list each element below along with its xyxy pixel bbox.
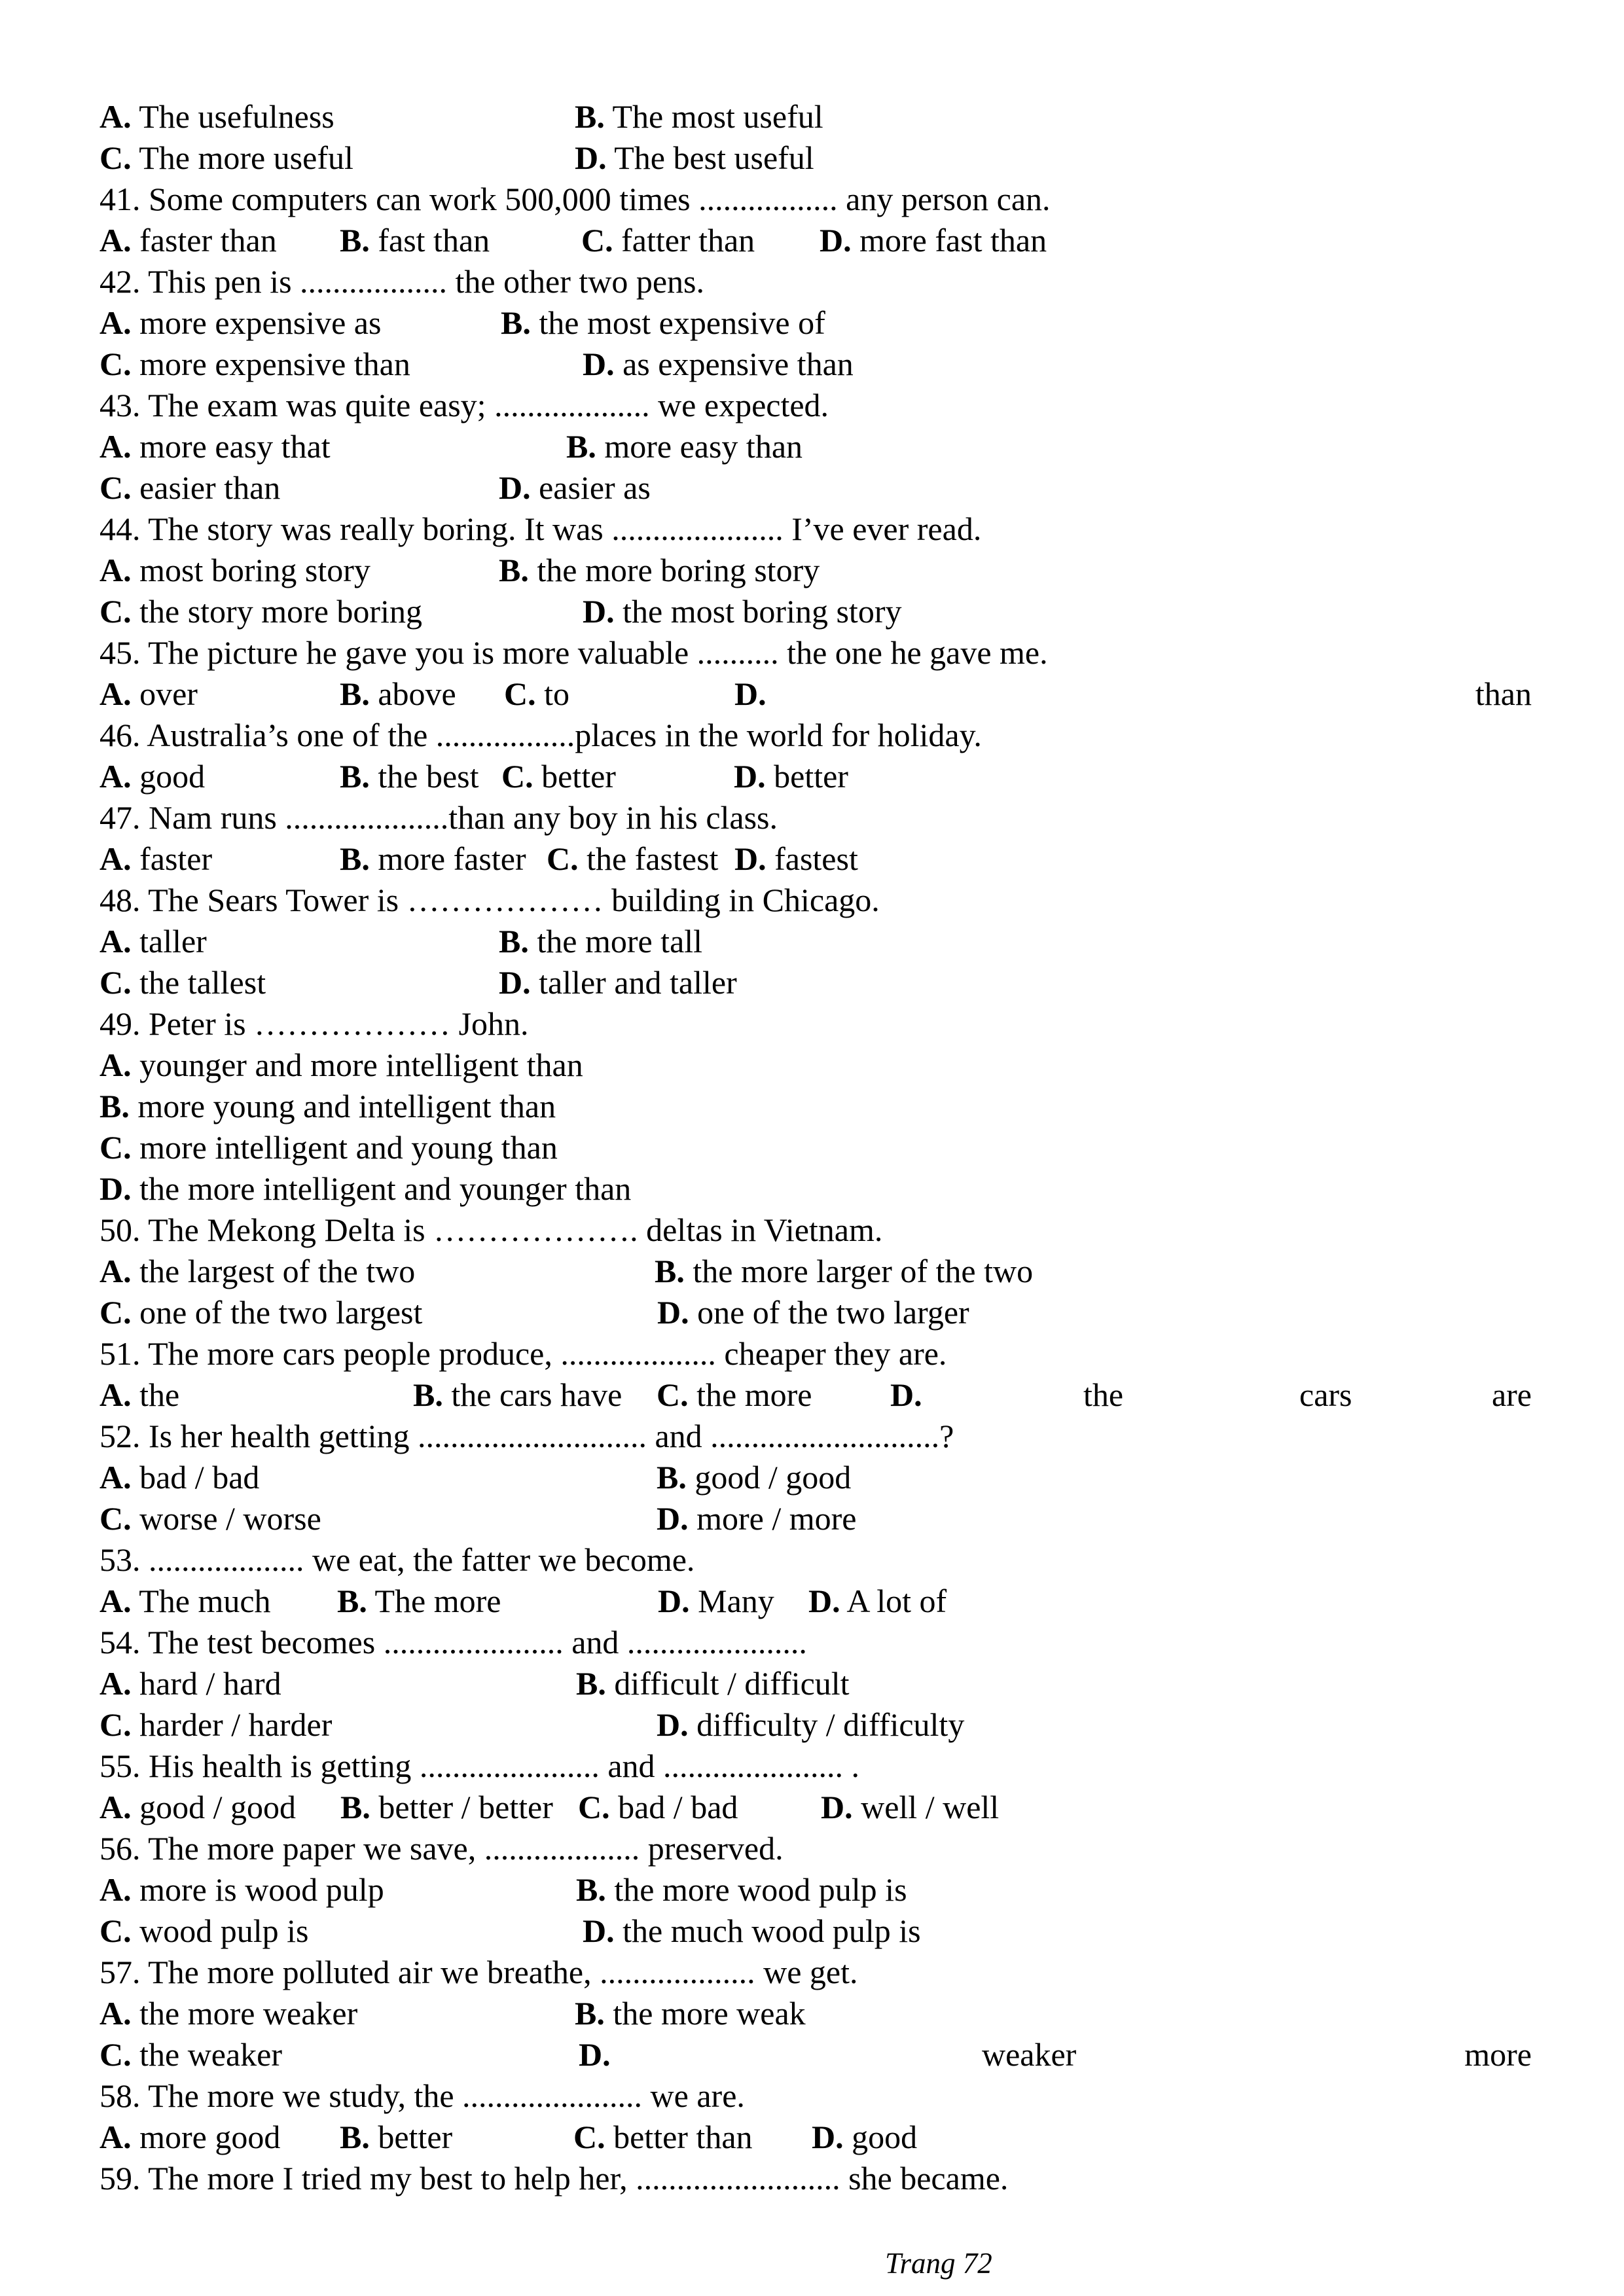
- answer-option: C. The more useful: [99, 139, 353, 176]
- text-line: [0, 1457, 1624, 1498]
- answer-option: A. faster: [99, 840, 213, 877]
- answer-option: B. above: [340, 675, 456, 712]
- answer-option: D. better: [734, 758, 848, 795]
- text-line: [0, 1787, 1624, 1828]
- answer-option: D. fastest: [734, 840, 858, 877]
- option-letter: C.: [99, 469, 132, 506]
- answer-option: C. better than: [573, 2119, 753, 2155]
- question-stem: 51. The more cars people produce, ................... cheaper they are.: [99, 1335, 947, 1372]
- option-letter: A.: [99, 304, 132, 341]
- option-letter: A.: [99, 98, 132, 135]
- page-number-footer: Trang 72: [885, 2247, 992, 2280]
- option-letter: D.: [499, 469, 531, 506]
- text-line: [0, 880, 1624, 921]
- question-stem: 53. ................... we eat, the fatter we become.: [99, 1541, 695, 1578]
- text-line: [0, 509, 1624, 550]
- answer-option: D. the much wood pulp is: [583, 1912, 921, 1949]
- answer-option: A. good / good: [99, 1789, 297, 1825]
- option-letter: D.: [657, 1706, 689, 1743]
- text-line: [0, 1704, 1624, 1746]
- option-letter: A.: [99, 1995, 132, 2032]
- answer-option: B. the more wood pulp is: [576, 1871, 907, 1908]
- answer-option: C. better: [501, 758, 616, 795]
- text-line: [0, 1498, 1624, 1539]
- question-stem: 59. The more I tried my best to help her, ......................... she became.: [99, 2160, 1009, 2197]
- option-letter: D.: [821, 1789, 853, 1825]
- text-line: [0, 1869, 1624, 1910]
- answer-option: C. the fastest: [547, 840, 719, 877]
- option-letter: D.: [812, 2119, 844, 2155]
- option-letter: B.: [501, 304, 531, 341]
- text-line: [0, 137, 1624, 179]
- option-letter: C.: [581, 222, 613, 259]
- answer-option: A. good: [99, 758, 206, 795]
- answer-option: A. the: [99, 1376, 180, 1413]
- option-letter: C.: [99, 593, 132, 630]
- option-letter: B.: [499, 552, 529, 588]
- text-line: [0, 1168, 1624, 1210]
- answer-option: B. the best: [340, 758, 479, 795]
- option-letter: D.: [734, 840, 767, 877]
- answer-option: A. over: [99, 675, 198, 712]
- option-letter: A.: [99, 1665, 132, 1702]
- option-letter: A.: [99, 1871, 132, 1908]
- question-stem: 55. His health is getting ...................... and ...................... .: [99, 1748, 860, 1784]
- option-letter: C.: [99, 1294, 132, 1331]
- answer-option: C. the weaker: [99, 2036, 283, 2073]
- text-line: [0, 1581, 1624, 1622]
- text-line: [0, 2117, 1624, 2158]
- answer-option: D. A lot of: [808, 1583, 947, 1619]
- answer-option: D. well / well: [821, 1789, 1000, 1825]
- option-letter: A.: [99, 840, 132, 877]
- answer-option: D. The best useful: [575, 139, 814, 176]
- option-letter: A.: [99, 1459, 132, 1496]
- option-letter: A.: [99, 1583, 132, 1619]
- text-line: [0, 1333, 1624, 1374]
- option-letter: B.: [340, 222, 370, 259]
- text-line: [0, 1003, 1624, 1045]
- text-line: [0, 1828, 1624, 1869]
- answer-option: D. easier as: [499, 469, 651, 506]
- answer-option: A. more good: [99, 2119, 281, 2155]
- question-stem: 47. Nam runs ....................than any boy in his class.: [99, 799, 778, 836]
- text-line: [0, 1292, 1624, 1333]
- answer-option: D. the more intelligent and younger than: [99, 1170, 632, 1207]
- question-stem: 45. The picture he gave you is more valuable .......... the one he gave me.: [99, 634, 1048, 671]
- question-stem: 52. Is her health getting ............................ and ............................?: [99, 1418, 954, 1454]
- answer-option: A. hard / hard: [99, 1665, 281, 1702]
- answer-option: C. more intelligent and young than: [99, 1129, 558, 1166]
- text-line: [0, 385, 1624, 426]
- text-line: [0, 179, 1624, 220]
- answer-option: C. to: [504, 675, 570, 712]
- option-letter: A.: [99, 552, 132, 588]
- text-line: [0, 756, 1624, 797]
- option-letter: B.: [337, 1583, 367, 1619]
- answer-option: B. the more weak: [575, 1995, 806, 2032]
- option-letter: D.: [579, 2036, 611, 2073]
- text-line: [0, 2158, 1624, 2199]
- answer-option: B. the more tall: [499, 923, 703, 960]
- answer-option: C. wood pulp is: [99, 1912, 309, 1949]
- answer-option: B. The most useful: [575, 98, 823, 135]
- answer-option: D. more / more: [657, 1500, 857, 1537]
- question-stem: 41. Some computers can work 500,000 times ................. any person can.: [99, 181, 1051, 217]
- option-letter: B.: [575, 98, 605, 135]
- text-line: [0, 838, 1624, 880]
- answer-option: D. as expensive than: [583, 346, 854, 382]
- question-stem: 46. Australia’s one of the .................places in the world for holiday.: [99, 717, 982, 753]
- option-letter: D.: [583, 593, 615, 630]
- answer-option: C. easier than: [99, 469, 281, 506]
- option-letter: A.: [99, 1376, 132, 1413]
- answer-option: [890, 1374, 922, 1416]
- option-letter: C.: [99, 346, 132, 382]
- answer-option: B. The more: [337, 1583, 501, 1619]
- answer-option: D. the most boring story: [583, 593, 902, 630]
- option-letter: B.: [576, 1665, 606, 1702]
- option-letter: D.: [575, 139, 607, 176]
- answer-option: [734, 673, 767, 715]
- option-letter: B.: [340, 840, 370, 877]
- answer-option: A. The much: [99, 1583, 271, 1619]
- option-letter: B.: [413, 1376, 443, 1413]
- answer-option: B. more young and intelligent than: [99, 1088, 556, 1124]
- option-letter: C.: [547, 840, 579, 877]
- option-letter: C.: [504, 675, 536, 712]
- question-stem: 50. The Mekong Delta is ………………. deltas in Vietnam.: [99, 1211, 883, 1248]
- answer-option: A. The usefulness: [99, 98, 334, 135]
- option-letter: C.: [657, 1376, 689, 1413]
- option-letter: C.: [99, 1500, 132, 1537]
- option-letter: C.: [99, 139, 132, 176]
- option-letter: D.: [658, 1583, 690, 1619]
- justified-word: than: [1475, 675, 1532, 712]
- answer-option: B. difficult / difficult: [576, 1665, 850, 1702]
- answer-option: A. more easy that: [99, 428, 331, 465]
- option-letter: B.: [340, 675, 370, 712]
- answer-option: D. Many: [658, 1583, 774, 1619]
- question-stem: 44. The story was really boring. It was ..................... I’ve ever read.: [99, 511, 982, 547]
- option-letter: B.: [499, 923, 529, 960]
- text-line: [0, 344, 1624, 385]
- option-letter: A.: [99, 675, 132, 712]
- option-letter: B.: [655, 1253, 685, 1289]
- question-stem: 56. The more paper we save, ................... preserved.: [99, 1830, 784, 1867]
- answer-option: A. most boring story: [99, 552, 370, 588]
- question-stem: 54. The test becomes ...................... and ......................: [99, 1624, 807, 1660]
- answer-option: D. one of the two larger: [657, 1294, 969, 1331]
- answer-option: A. the more weaker: [99, 1995, 358, 2032]
- text-line: [0, 921, 1624, 962]
- justified-word: more: [1464, 2036, 1532, 2073]
- option-letter: A.: [99, 222, 132, 259]
- option-letter: C.: [99, 964, 132, 1001]
- answer-option: C. the story more boring: [99, 593, 422, 630]
- option-letter: D.: [657, 1294, 689, 1331]
- text-line: [0, 1539, 1624, 1581]
- text-line: [0, 1910, 1624, 1952]
- answer-option: A. more expensive as: [99, 304, 382, 341]
- question-stem: 42. This pen is .................. the other two pens.: [99, 263, 704, 300]
- text-line: [0, 1416, 1624, 1457]
- option-letter: D.: [808, 1583, 840, 1619]
- answer-option: C. bad / bad: [578, 1789, 738, 1825]
- option-letter: A.: [99, 428, 132, 465]
- justified-word: weaker: [982, 2036, 1077, 2073]
- text-line: [0, 550, 1624, 591]
- justified-word: cars: [1299, 1376, 1352, 1413]
- text-line: [0, 1374, 1624, 1416]
- option-letter: D.: [657, 1500, 689, 1537]
- text-line: [0, 302, 1624, 344]
- answer-option: C. more expensive than: [99, 346, 410, 382]
- option-letter: C.: [99, 1129, 132, 1166]
- option-letter: C.: [99, 1706, 132, 1743]
- justified-word: are: [1491, 1376, 1532, 1413]
- answer-option: A. the largest of the two: [99, 1253, 416, 1289]
- text-line: [0, 962, 1624, 1003]
- answer-option: B. the more larger of the two: [655, 1253, 1034, 1289]
- option-letter: D.: [820, 222, 852, 259]
- answer-option: B. the more boring story: [499, 552, 820, 588]
- question-stem: 49. Peter is ……………… John.: [99, 1005, 529, 1042]
- text-line: [0, 715, 1624, 756]
- text-line: [0, 632, 1624, 673]
- option-letter: C.: [99, 2036, 132, 2073]
- option-letter: A.: [99, 2119, 132, 2155]
- answer-option: B. better: [340, 2119, 453, 2155]
- option-letter: C.: [573, 2119, 605, 2155]
- answer-option: A. taller: [99, 923, 207, 960]
- option-letter: A.: [99, 1047, 132, 1083]
- text-line: [0, 1993, 1624, 2034]
- text-line: [0, 673, 1624, 715]
- option-letter: B.: [575, 1995, 605, 2032]
- option-letter: D.: [734, 758, 766, 795]
- option-letter: B.: [340, 758, 370, 795]
- option-letter: D.: [734, 675, 767, 712]
- answer-option: C. worse / worse: [99, 1500, 321, 1537]
- question-stem: 48. The Sears Tower is ……………… building in Chicago.: [99, 882, 880, 918]
- answer-option: C. one of the two largest: [99, 1294, 423, 1331]
- justified-word: the: [1083, 1376, 1124, 1413]
- option-letter: B.: [340, 2119, 370, 2155]
- option-letter: D.: [583, 1912, 615, 1949]
- option-letter: C.: [99, 1912, 132, 1949]
- answer-option: B. more faster: [340, 840, 526, 877]
- text-line: [0, 591, 1624, 632]
- answer-option: C. the more: [657, 1376, 812, 1413]
- answer-option: C. the tallest: [99, 964, 266, 1001]
- answer-option: A. faster than: [99, 222, 277, 259]
- option-letter: D.: [890, 1376, 922, 1413]
- answer-option: [579, 2034, 611, 2075]
- text-line: [0, 2034, 1624, 2075]
- option-letter: A.: [99, 758, 132, 795]
- option-letter: C.: [501, 758, 533, 795]
- option-letter: D.: [99, 1170, 132, 1207]
- answer-option: B. fast than: [340, 222, 490, 259]
- text-line: [0, 1622, 1624, 1663]
- text-line: [0, 1045, 1624, 1086]
- answer-option: D. more fast than: [820, 222, 1047, 259]
- answer-option: D. good: [812, 2119, 918, 2155]
- option-letter: B.: [99, 1088, 130, 1124]
- option-letter: B.: [576, 1871, 606, 1908]
- text-line: [0, 96, 1624, 137]
- text-line: [0, 220, 1624, 261]
- question-stem: 43. The exam was quite easy; ................... we expected.: [99, 387, 829, 423]
- answer-option: B. better / better: [340, 1789, 553, 1825]
- option-letter: D.: [499, 964, 531, 1001]
- text-line: [0, 1746, 1624, 1787]
- text-line: [0, 1127, 1624, 1168]
- option-letter: B.: [657, 1459, 687, 1496]
- answer-option: A. bad / bad: [99, 1459, 260, 1496]
- text-line: [0, 797, 1624, 838]
- option-letter: A.: [99, 923, 132, 960]
- option-letter: A.: [99, 1789, 132, 1825]
- answer-option: B. the most expensive of: [501, 304, 825, 341]
- answer-option: D. difficulty / difficulty: [657, 1706, 965, 1743]
- text-line: [0, 1210, 1624, 1251]
- text-line: [0, 1952, 1624, 1993]
- text-line: [0, 2075, 1624, 2117]
- document-body: [0, 96, 1624, 2199]
- answer-option: B. more easy than: [566, 428, 803, 465]
- text-line: [0, 467, 1624, 509]
- answer-option: A. more is wood pulp: [99, 1871, 384, 1908]
- option-letter: C.: [578, 1789, 610, 1825]
- answer-option: C. fatter than: [581, 222, 755, 259]
- question-stem: 57. The more polluted air we breathe, ................... we get.: [99, 1954, 858, 1990]
- option-letter: A.: [99, 1253, 132, 1289]
- option-letter: D.: [583, 346, 615, 382]
- text-line: [0, 1663, 1624, 1704]
- question-stem: 58. The more we study, the ...................... we are.: [99, 2077, 745, 2114]
- option-letter: B.: [340, 1789, 370, 1825]
- answer-option: A. younger and more intelligent than: [99, 1047, 583, 1083]
- answer-option: C. harder / harder: [99, 1706, 333, 1743]
- option-letter: B.: [566, 428, 596, 465]
- answer-option: B. the cars have: [413, 1376, 623, 1413]
- text-line: [0, 261, 1624, 302]
- answer-option: D. taller and taller: [499, 964, 737, 1001]
- text-line: [0, 1086, 1624, 1127]
- text-line: [0, 426, 1624, 467]
- answer-option: B. good / good: [657, 1459, 852, 1496]
- text-line: [0, 1251, 1624, 1292]
